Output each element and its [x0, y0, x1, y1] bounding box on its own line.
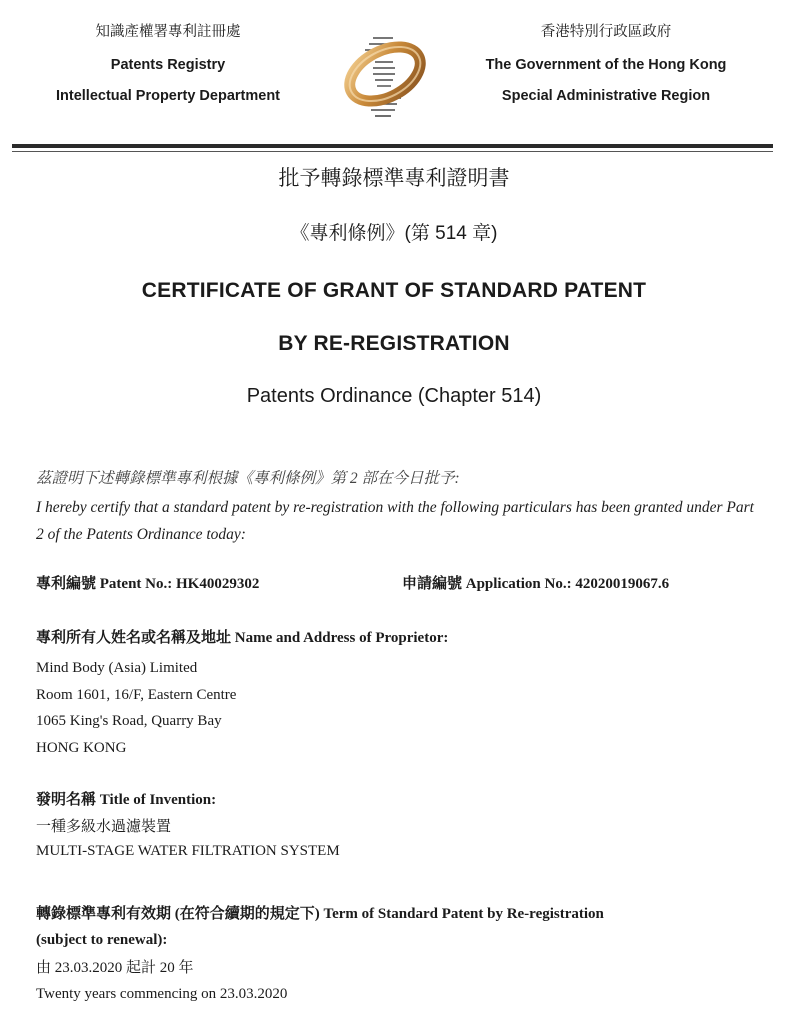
department-name-en: Intellectual Property Department — [56, 88, 280, 104]
certification-statement-zh: 茲證明下述轉錄標準專利根據《專利條例》第 2 部在今日批予: — [36, 470, 460, 487]
proprietor-address — [36, 655, 756, 761]
invention-title-zh: 一種多級水過濾裝置 — [36, 819, 172, 835]
proprietor-name: Mind Body (Asia) Limited — [36, 660, 198, 676]
certificate-title-en-line1: CERTIFICATE OF GRANT OF STANDARD PATENT — [141, 279, 647, 302]
term-label-continued: (subject to renewal): — [36, 932, 168, 948]
certificate-title-zh: 批予轉錄標準專利證明書 — [278, 167, 510, 190]
patents-registry-block — [18, 20, 318, 112]
proprietor-label: 專利所有人姓名或名稱及地址 Name and Address of Proprietor: — [36, 630, 449, 646]
application-number-field — [402, 572, 669, 593]
proprietor-address-line: HONG KONG — [36, 739, 127, 756]
certificate-header — [0, 0, 788, 150]
patent-number-label: 專利編號 Patent No.: — [36, 576, 173, 592]
registry-name-zh: 知識產權署專利註冊處 — [95, 24, 241, 40]
patent-numbers-row — [36, 572, 766, 596]
government-name-en-line2: Special Administrative Region — [501, 88, 711, 104]
patent-number-field — [36, 572, 259, 593]
gold-ring-emblem-icon — [335, 28, 435, 120]
proprietor-address-line: Room 1601, 16/F, Eastern Centre — [36, 686, 237, 703]
invention-title-label: 發明名稱 Title of Invention: — [36, 792, 217, 808]
ordinance-title-zh: 《專利條例》(第 514 章) — [290, 223, 498, 244]
ordinance-title-en: Patents Ordinance (Chapter 514) — [246, 385, 542, 407]
term-value-en: Twenty years commencing on 23.03.2020 — [36, 986, 288, 1002]
registry-name-en: Patents Registry — [110, 57, 226, 73]
certification-statement-en: I hereby certify that a standard patent by re-registration with the following particulars has been granted under Part 2 of the Patents Ordinance today: — [36, 499, 754, 543]
header-divider-thin — [12, 151, 773, 152]
hksar-government-block — [456, 20, 756, 112]
invention-title-en: MULTI-STAGE WATER FILTRATION SYSTEM — [36, 843, 340, 859]
application-number-value: 42020019067.6 — [575, 576, 670, 592]
government-name-en-line1: The Government of the Hong Kong — [485, 57, 727, 73]
government-name-zh: 香港特別行政區政府 — [540, 24, 672, 40]
application-number-label: 申請編號 Application No.: — [402, 576, 572, 592]
header-divider-thick — [12, 144, 773, 148]
term-label: 轉錄標準專利有效期 (在符合續期的規定下) Term of Standard Patent by Re-registration — [36, 906, 604, 922]
term-value-zh: 由 23.03.2020 起計 20 年 — [36, 960, 194, 976]
proprietor-address-line: 1065 King's Road, Quarry Bay — [36, 713, 222, 729]
patent-number-value: HK40029302 — [175, 576, 260, 592]
certificate-title-en-line2: BY RE-REGISTRATION — [278, 332, 510, 355]
